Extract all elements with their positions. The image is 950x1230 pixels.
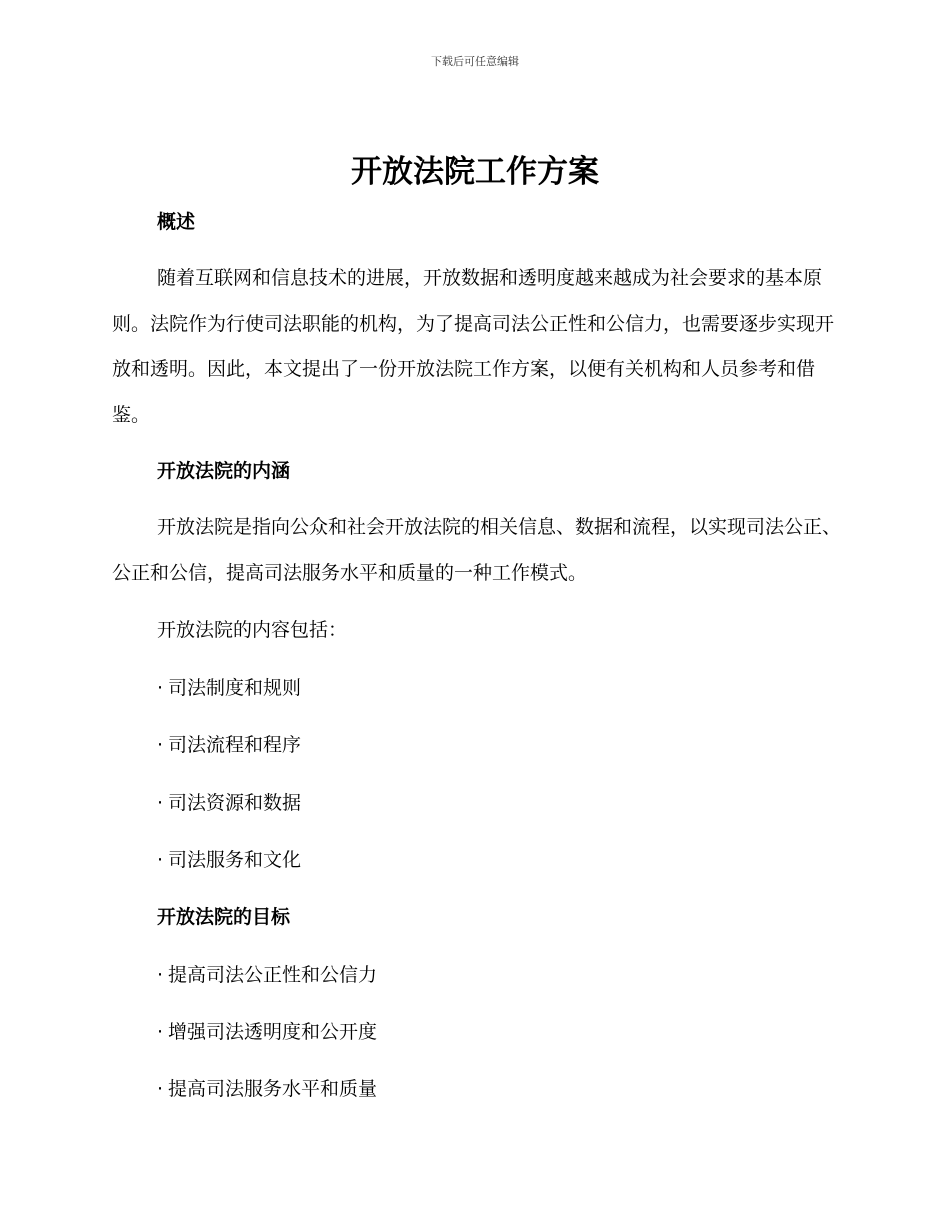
bullet-icon: ·: [157, 792, 164, 814]
bullet-icon: ·: [157, 677, 164, 699]
connotation-paragraph: 开放法院是指向公众和社会开放法院的相关信息、数据和流程，以实现司法公正、公正和公信，提高司法服务水平和质量的一种工作模式。: [112, 516, 842, 584]
document-title: 开放法院工作方案: [351, 154, 599, 190]
section-heading-goals: 开放法院的目标: [157, 906, 291, 928]
section-heading-connotation: 开放法院的内涵: [157, 460, 291, 482]
list-item: [157, 731, 887, 759]
bullet-icon: ·: [157, 1021, 164, 1043]
list-item-text: 司法流程和程序: [168, 734, 302, 756]
list-item: [157, 961, 887, 989]
list-item: [157, 789, 887, 817]
list-item-text: 提高司法服务水平和质量: [168, 1078, 378, 1100]
bullet-icon: ·: [157, 849, 164, 871]
list-item-text: 增强司法透明度和公开度: [168, 1021, 378, 1043]
connotation-list-intro: 开放法院的内容包括：: [157, 619, 348, 641]
bullet-icon: ·: [157, 734, 164, 756]
bullet-icon: ·: [157, 1078, 164, 1100]
list-item: [157, 1018, 887, 1046]
list-item-text: 司法资源和数据: [168, 792, 302, 814]
section-heading-overview: 概述: [157, 211, 196, 233]
overview-paragraph: 随着互联网和信息技术的进展，开放数据和透明度越来越成为社会要求的基本原则。法院作为行使司法职能的机构，为了提高司法公正性和公信力，也需要逐步实现开放和透明。因此，本文提出了一份开放法院工作方案，以便有关机构和人员参考和借鉴。: [112, 267, 835, 426]
list-item-text: 司法服务和文化: [168, 849, 302, 871]
page-header-note: 下载后可任意编辑: [431, 55, 519, 68]
list-item: [157, 1075, 887, 1103]
list-item: [157, 846, 887, 874]
list-item-text: 司法制度和规则: [168, 677, 302, 699]
list-item-text: 提高司法公正性和公信力: [168, 964, 378, 986]
list-item: [157, 674, 887, 702]
bullet-icon: ·: [157, 964, 164, 986]
